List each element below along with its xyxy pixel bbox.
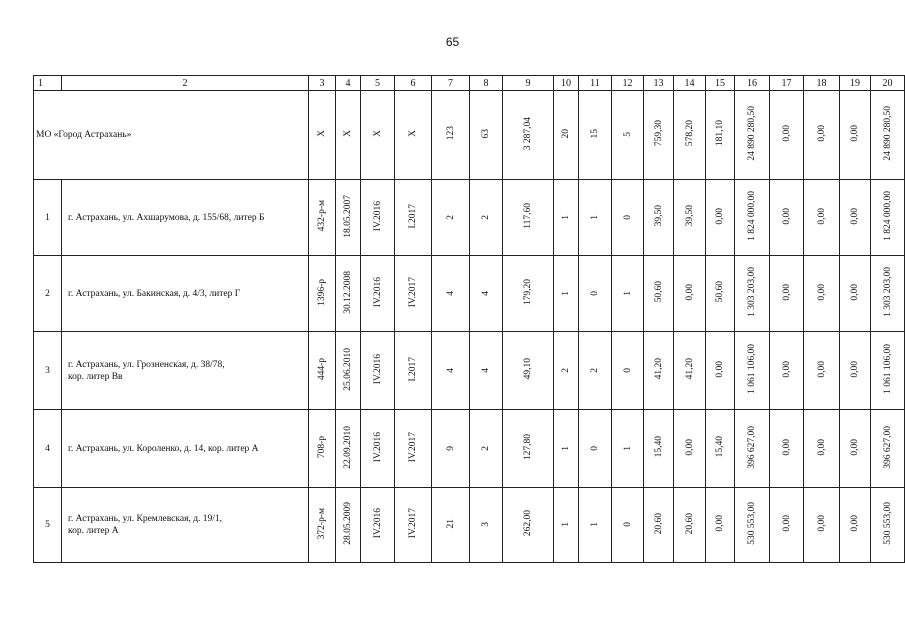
value-cell xyxy=(470,332,503,410)
column-number-row xyxy=(34,76,905,91)
total-value xyxy=(336,91,361,180)
value-cell xyxy=(309,332,336,410)
value-cell-text: 2 xyxy=(561,367,571,373)
column-number: 15 xyxy=(706,76,735,91)
value-cell-text: 1396-р xyxy=(317,278,327,306)
value-cell-text: 0,00 xyxy=(781,360,792,378)
value-cell xyxy=(470,410,503,488)
value-cell xyxy=(336,256,361,332)
value-cell-text: 21 xyxy=(445,518,456,529)
value-cell-text: 0,00 xyxy=(850,207,860,225)
address-line: кор. литер Вв xyxy=(68,371,123,382)
address-cell xyxy=(62,410,309,488)
value-cell-text: 0,00 xyxy=(781,438,792,456)
value-cell xyxy=(735,256,770,332)
total-value-text: Х xyxy=(408,130,418,137)
total-value-text: 5 xyxy=(622,132,633,137)
value-cell xyxy=(706,332,735,410)
value-cell-text: 2 xyxy=(590,367,600,373)
value-cell xyxy=(554,256,579,332)
value-cell-text: IV.2016 xyxy=(372,508,383,539)
value-cell-text: 0 xyxy=(590,445,600,451)
value-cell-text: 262,00 xyxy=(523,510,533,537)
value-cell xyxy=(706,410,735,488)
value-cell xyxy=(432,256,470,332)
value-cell-text: 0,00 xyxy=(684,438,695,456)
value-cell-text: 18.05.2007 xyxy=(343,194,353,238)
value-cell xyxy=(770,180,804,256)
value-cell xyxy=(840,332,871,410)
value-cell-text: 0,00 xyxy=(715,515,725,532)
value-cell xyxy=(309,256,336,332)
total-value-text: Х xyxy=(372,130,383,137)
value-cell-text: IV.2016 xyxy=(372,200,383,232)
total-value-text: 0,00 xyxy=(850,125,860,142)
value-cell xyxy=(503,256,554,332)
value-cell xyxy=(804,410,840,488)
row-number: 3 xyxy=(34,332,62,410)
value-cell xyxy=(804,332,840,410)
total-value xyxy=(840,91,871,180)
value-cell-text: 3 xyxy=(481,522,491,527)
total-value-text: 0,00 xyxy=(781,125,792,142)
value-cell xyxy=(503,332,554,410)
value-cell-text: I.2017 xyxy=(408,356,418,382)
value-cell-text: I.2017 xyxy=(408,203,418,229)
column-number: 16 xyxy=(735,76,770,91)
value-cell xyxy=(470,256,503,332)
total-value-text: 3 287,04 xyxy=(523,116,533,151)
value-cell xyxy=(554,488,579,563)
value-cell-text: 39,50 xyxy=(653,205,664,227)
column-number: 17 xyxy=(770,76,804,91)
value-cell xyxy=(612,256,644,332)
address-cell xyxy=(62,332,309,410)
value-cell-text: 1 xyxy=(561,522,571,527)
value-cell-text: 0,00 xyxy=(816,438,827,456)
value-cell-text: 0,00 xyxy=(850,438,860,456)
value-cell-text: 25.06.2010 xyxy=(343,347,353,391)
column-number: 11 xyxy=(579,76,612,91)
value-cell xyxy=(432,410,470,488)
value-cell-text: 41,20 xyxy=(684,358,695,380)
value-cell xyxy=(336,332,361,410)
value-cell-text: 530 553,00 xyxy=(747,502,757,545)
value-cell-text: 2 xyxy=(445,214,456,220)
value-cell xyxy=(554,180,579,256)
value-cell-text: 708-р xyxy=(317,435,327,459)
value-cell-text: 1 xyxy=(622,290,633,296)
value-cell xyxy=(309,488,336,563)
value-cell xyxy=(579,410,612,488)
value-cell xyxy=(674,180,706,256)
total-value-text: Х xyxy=(317,130,327,137)
address-line: кор. литер А xyxy=(68,526,119,536)
total-value-text: 181,10 xyxy=(715,120,725,147)
value-cell xyxy=(554,332,579,410)
value-cell-text: 1 824 000,00 xyxy=(882,191,893,241)
value-cell-text: 15,40 xyxy=(653,436,664,458)
value-cell-text: 0 xyxy=(590,290,600,296)
total-value-text: 24 890 280,50 xyxy=(882,106,893,161)
address-line: г. Астрахань, ул. Бакинская, д. 4/3, литер Г xyxy=(68,288,241,299)
value-cell xyxy=(871,332,905,410)
value-cell-text: 4 xyxy=(481,290,491,296)
table-row xyxy=(34,256,905,332)
value-cell-text: 0,00 xyxy=(816,515,827,532)
value-cell-text: 2 xyxy=(481,214,491,220)
value-cell xyxy=(579,180,612,256)
row-number: 1 xyxy=(34,180,62,256)
value-cell xyxy=(395,332,432,410)
value-cell-text: 444-р xyxy=(317,357,327,381)
value-cell-text: 30.12.2008 xyxy=(343,270,353,314)
total-value-text: 759,30 xyxy=(653,120,664,147)
total-value xyxy=(579,91,612,180)
value-cell-text: IV.2016 xyxy=(372,431,383,463)
value-cell xyxy=(770,332,804,410)
value-cell-text: 0,00 xyxy=(781,283,792,301)
value-cell-text: 127,80 xyxy=(523,433,533,461)
value-cell xyxy=(361,256,395,332)
column-number: 8 xyxy=(470,76,503,91)
value-cell-text: IV.2017 xyxy=(408,508,418,539)
value-cell-text: 20,60 xyxy=(684,512,695,535)
address-cell xyxy=(62,256,309,332)
address-line: г. Астрахань, ул. Грозненская, д. 38/78, xyxy=(68,359,225,370)
value-cell xyxy=(735,488,770,563)
value-cell xyxy=(871,488,905,563)
total-value xyxy=(395,91,432,180)
value-cell xyxy=(871,256,905,332)
column-number: 12 xyxy=(612,76,644,91)
value-cell xyxy=(432,488,470,563)
value-cell xyxy=(470,180,503,256)
value-cell xyxy=(336,180,361,256)
value-cell-text: 0 xyxy=(622,214,633,220)
value-cell xyxy=(579,332,612,410)
total-value xyxy=(804,91,840,180)
column-number: 5 xyxy=(361,76,395,91)
value-cell-text: 0,00 xyxy=(850,515,860,532)
address-cell xyxy=(62,488,309,563)
column-number: 9 xyxy=(503,76,554,91)
value-cell-text: 49,10 xyxy=(523,358,533,380)
value-cell-text: IV.2017 xyxy=(408,276,418,308)
value-cell-text: 50,60 xyxy=(653,281,664,303)
value-cell-text: IV.2016 xyxy=(372,276,383,308)
value-cell-text: 28.05.2009 xyxy=(343,502,353,545)
value-cell xyxy=(770,488,804,563)
value-cell-text: 1 061 106,00 xyxy=(747,344,757,394)
column-number: 7 xyxy=(432,76,470,91)
value-cell-text: 0,00 xyxy=(850,283,860,301)
value-cell-text: 1 303 203,00 xyxy=(882,267,893,317)
value-cell xyxy=(644,488,674,563)
table-row xyxy=(34,410,905,488)
value-cell-text: 0,00 xyxy=(781,515,792,532)
total-row xyxy=(34,91,905,180)
resettlement-table xyxy=(33,75,905,563)
value-cell xyxy=(770,410,804,488)
address-line: г. Астрахань, ул. Ахшарумова, д. 155/68, литер Б xyxy=(68,212,265,223)
total-value xyxy=(432,91,470,180)
value-cell xyxy=(735,410,770,488)
table-row xyxy=(34,180,905,256)
value-cell-text: 15,40 xyxy=(715,436,725,458)
value-cell xyxy=(579,488,612,563)
total-label: МО «Город Астрахань» xyxy=(34,91,309,180)
value-cell-text: 1 061 106,00 xyxy=(882,344,893,394)
value-cell xyxy=(706,180,735,256)
value-cell-text: 372-р-м xyxy=(317,507,327,540)
value-cell-text: 432-р-м xyxy=(317,200,327,232)
value-cell-text: 396 627,00 xyxy=(882,425,893,469)
value-cell xyxy=(674,332,706,410)
value-cell xyxy=(361,332,395,410)
column-number: 2 xyxy=(62,76,309,91)
column-number: 13 xyxy=(644,76,674,91)
row-number: 2 xyxy=(34,256,62,332)
total-value xyxy=(309,91,336,180)
row-number: 4 xyxy=(34,410,62,488)
value-cell xyxy=(804,180,840,256)
value-cell-text: 2 xyxy=(481,445,491,451)
total-value-text: 578,20 xyxy=(684,120,695,147)
value-cell xyxy=(674,410,706,488)
value-cell-text: 1 xyxy=(561,445,571,451)
total-value-text: 0,00 xyxy=(816,125,827,142)
value-cell xyxy=(309,180,336,256)
value-cell xyxy=(503,410,554,488)
value-cell xyxy=(840,488,871,563)
total-value xyxy=(735,91,770,180)
total-value xyxy=(470,91,503,180)
column-number: 14 xyxy=(674,76,706,91)
value-cell xyxy=(674,488,706,563)
total-value xyxy=(554,91,579,180)
value-cell xyxy=(644,410,674,488)
column-number: 20 xyxy=(871,76,905,91)
value-cell-text: IV.2017 xyxy=(408,431,418,463)
value-cell-text: 1 xyxy=(590,214,600,220)
value-cell-text: 20,60 xyxy=(653,512,664,535)
value-cell-text: 4 xyxy=(481,367,491,373)
address-line: г. Астрахань, ул. Короленко, д. 14, кор. литер А xyxy=(68,443,259,454)
value-cell xyxy=(871,410,905,488)
value-cell-text: 41,20 xyxy=(653,358,664,380)
value-cell-text: 1 824 000,00 xyxy=(747,191,757,241)
total-value xyxy=(706,91,735,180)
value-cell xyxy=(470,488,503,563)
value-cell-text: 117,60 xyxy=(523,203,533,229)
total-value-text: 24 890 280,50 xyxy=(747,106,757,161)
total-value xyxy=(674,91,706,180)
value-cell xyxy=(644,180,674,256)
value-cell xyxy=(804,488,840,563)
value-cell-text: 1 xyxy=(561,214,571,220)
value-cell xyxy=(361,180,395,256)
value-cell xyxy=(361,488,395,563)
value-cell-text: 4 xyxy=(445,290,456,296)
value-cell xyxy=(840,256,871,332)
value-cell xyxy=(612,332,644,410)
total-value xyxy=(871,91,905,180)
value-cell xyxy=(644,256,674,332)
value-cell-text: 0,00 xyxy=(781,207,792,225)
total-value-text: 63 xyxy=(481,128,491,139)
value-cell-text: 22.09.2010 xyxy=(343,425,353,469)
value-cell-text: 0 xyxy=(622,367,633,373)
table-row xyxy=(34,332,905,410)
value-cell-text: 1 xyxy=(622,445,633,451)
value-cell-text: 0,00 xyxy=(816,283,827,301)
value-cell-text: 1 303 203,00 xyxy=(747,267,757,317)
value-cell xyxy=(804,256,840,332)
value-cell xyxy=(432,180,470,256)
total-value-text: 20 xyxy=(561,128,571,139)
value-cell xyxy=(579,256,612,332)
value-cell xyxy=(871,180,905,256)
column-number: 4 xyxy=(336,76,361,91)
value-cell-text: 179,20 xyxy=(523,278,533,306)
value-cell xyxy=(395,410,432,488)
value-cell-text: 0,00 xyxy=(816,207,827,225)
value-cell-text: 4 xyxy=(445,367,456,373)
value-cell xyxy=(395,256,432,332)
column-number: 10 xyxy=(554,76,579,91)
value-cell-text: 0,00 xyxy=(684,283,695,301)
value-cell xyxy=(395,180,432,256)
total-value-text: 123 xyxy=(445,126,456,141)
value-cell-text: 0 xyxy=(622,522,633,527)
value-cell xyxy=(336,410,361,488)
row-number: 5 xyxy=(34,488,62,563)
total-value xyxy=(612,91,644,180)
value-cell xyxy=(735,332,770,410)
page-number: 65 xyxy=(445,35,460,49)
total-value xyxy=(644,91,674,180)
value-cell xyxy=(735,180,770,256)
value-cell xyxy=(840,410,871,488)
column-number: 3 xyxy=(309,76,336,91)
value-cell xyxy=(644,332,674,410)
value-cell-text: 530 553,00 xyxy=(882,502,893,545)
value-cell-text: 0,00 xyxy=(715,207,725,225)
value-cell xyxy=(674,256,706,332)
value-cell-text: 1 xyxy=(590,522,600,527)
value-cell xyxy=(432,332,470,410)
address-cell xyxy=(62,180,309,256)
column-number: 6 xyxy=(395,76,432,91)
column-number: 19 xyxy=(840,76,871,91)
value-cell xyxy=(554,410,579,488)
address-line: г. Астрахань, ул. Кремлевская, д. 19/1, xyxy=(68,514,223,524)
value-cell xyxy=(840,180,871,256)
value-cell xyxy=(503,488,554,563)
value-cell-text: 0,00 xyxy=(850,360,860,378)
value-cell-text: 0,00 xyxy=(816,360,827,378)
value-cell xyxy=(706,488,735,563)
value-cell xyxy=(336,488,361,563)
column-number: 18 xyxy=(804,76,840,91)
value-cell-text: 396 627,00 xyxy=(747,425,757,469)
value-cell xyxy=(770,256,804,332)
total-value xyxy=(503,91,554,180)
value-cell xyxy=(395,488,432,563)
value-cell-text: IV.2016 xyxy=(372,353,383,385)
value-cell-text: 0,00 xyxy=(715,360,725,378)
value-cell-text: 1 xyxy=(561,290,571,296)
value-cell-text: 39,50 xyxy=(684,205,695,227)
value-cell xyxy=(706,256,735,332)
value-cell xyxy=(612,410,644,488)
total-value-text: 15 xyxy=(590,128,600,139)
total-value-text: Х xyxy=(343,130,353,137)
total-value xyxy=(361,91,395,180)
value-cell xyxy=(612,180,644,256)
value-cell xyxy=(612,488,644,563)
value-cell xyxy=(503,180,554,256)
table-row xyxy=(34,488,905,563)
value-cell xyxy=(309,410,336,488)
value-cell-text: 9 xyxy=(445,445,456,451)
value-cell-text: 50,60 xyxy=(715,281,725,303)
value-cell xyxy=(361,410,395,488)
column-number: 1 xyxy=(34,76,62,91)
total-value xyxy=(770,91,804,180)
